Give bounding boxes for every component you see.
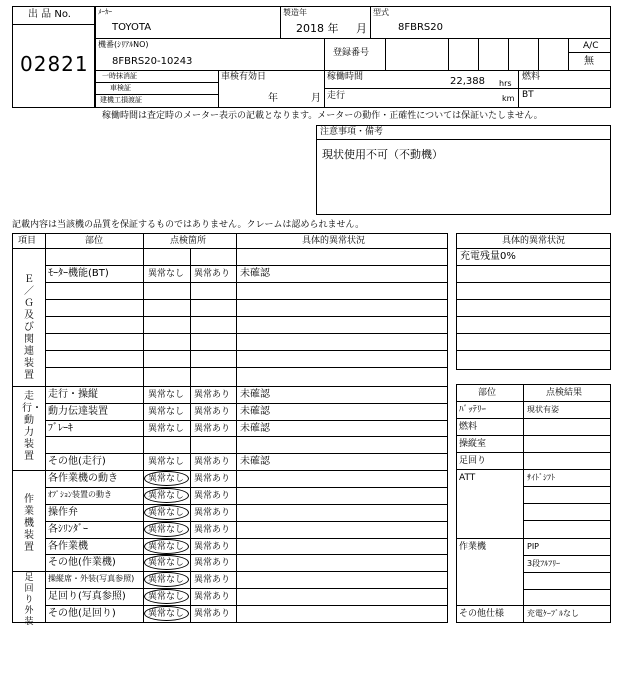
right-part-header: 部位 xyxy=(478,388,497,398)
fuel-value: BT xyxy=(522,90,534,100)
ok-circle-mark xyxy=(144,572,189,587)
quality-disclaimer: 記載内容は当該機の品質を保証するものではありません。クレームは認められません。 xyxy=(12,220,365,230)
row-ng-option: 異常あり xyxy=(194,525,231,535)
row-part-label: その他(作業機) xyxy=(48,557,116,568)
row-part-label: 走行・操縦 xyxy=(48,389,98,400)
row-ng-option: 異常あり xyxy=(194,575,231,585)
row-part-label: 操縦席・外装(写真参照) xyxy=(48,574,135,583)
right-row-result: 現状有姿 xyxy=(527,405,559,414)
km-label: 走行 xyxy=(327,91,346,101)
ok-circle-mark xyxy=(144,555,189,570)
fuel-label: 燃料 xyxy=(522,72,541,82)
ac-label: A/C xyxy=(583,41,599,51)
ac-value: 無 xyxy=(584,56,594,67)
row-ok-option: 異常なし xyxy=(148,424,185,434)
model-label: 型式 xyxy=(373,8,389,17)
row-ng-option: 異常あり xyxy=(194,558,231,568)
right-row-result: PIP xyxy=(527,542,540,551)
row-ok-option: 異常なし xyxy=(148,542,185,552)
inspection-year: 年 xyxy=(268,93,278,104)
row-ok-option: 異常なし xyxy=(148,508,185,518)
row-ng-option: 異常あり xyxy=(194,474,231,484)
row-ok-option: 異常なし xyxy=(148,575,185,585)
km-unit: km xyxy=(502,94,515,103)
right-row-result: 充電ｹｰﾌﾞﾙなし xyxy=(527,609,579,618)
lot-label: 出 品 No. xyxy=(28,9,71,20)
right-result-header: 点検結果 xyxy=(546,388,583,398)
row-ok-option: 異常なし xyxy=(148,457,185,467)
row-status: 未確認 xyxy=(240,423,270,434)
hours-value: 22,388 xyxy=(450,76,485,87)
row-ng-option: 異常あり xyxy=(194,407,231,417)
row-ok-option: 異常なし xyxy=(148,269,185,279)
row-status: 未確認 xyxy=(240,268,270,279)
right-row-part: ﾊﾞｯﾃﾘｰ xyxy=(459,405,487,415)
section-foot: 足回り外装 xyxy=(24,573,34,627)
row-ok-option: 異常なし xyxy=(148,474,185,484)
maker-value: TOYOTA xyxy=(112,22,152,33)
header-check: 点検箇所 xyxy=(170,236,207,246)
row-ng-option: 異常あり xyxy=(194,609,231,619)
section-engine: Ｅ／Ｇ及び関連装置 xyxy=(24,274,34,381)
serial-value: 8FBRS20-10243 xyxy=(112,56,193,67)
row-part-label: 各ｼﾘﾝﾀﾞｰ xyxy=(48,524,88,535)
inspection-month: 月 xyxy=(311,93,321,104)
section-drive: 走行・動力装置 xyxy=(22,391,42,462)
ok-circle-mark xyxy=(144,505,189,520)
year-value: 2018 年 xyxy=(296,22,339,35)
row-part-label: その他(足回り) xyxy=(48,608,116,619)
header-detail: 具体的異常状況 xyxy=(302,236,366,246)
ok-circle-mark xyxy=(144,488,189,503)
maker-label: ﾒｰｶｰ xyxy=(98,8,112,16)
row-ok-option: 異常なし xyxy=(148,525,185,535)
lot-number: 02821 xyxy=(20,52,89,76)
row-ng-option: 異常あり xyxy=(194,457,231,467)
remarks-value: 現状使用不可（不動機） xyxy=(322,148,443,161)
ok-circle-mark xyxy=(144,522,189,537)
inspection-label: 車検有効日 xyxy=(221,72,267,82)
row-part-label: 操作弁 xyxy=(48,507,78,518)
hours-unit: hrs xyxy=(499,79,512,88)
month-label: 月 xyxy=(356,22,367,35)
cert-label-temporary: 一時抹消証 xyxy=(102,72,137,80)
right-row-result: 3段ﾌﾙﾌﾘｰ xyxy=(527,559,561,568)
hours-label: 稼働時間 xyxy=(327,72,364,82)
model-value: 8FBRS20 xyxy=(398,22,443,33)
row-ok-option: 異常なし xyxy=(148,390,185,400)
row-ng-option: 異常あり xyxy=(194,424,231,434)
ok-circle-mark xyxy=(144,589,189,604)
ok-circle-mark xyxy=(144,471,189,486)
right-row-part: 作業機 xyxy=(459,542,487,552)
right-row-part: ATT xyxy=(459,473,476,483)
remarks-label: 注意事項・備考 xyxy=(320,127,384,137)
row-part-label: その他(走行) xyxy=(48,456,106,467)
row-ok-option: 異常なし xyxy=(148,407,185,417)
row-status: 未確認 xyxy=(240,406,270,417)
cert-label-inspection: 車検証 xyxy=(110,84,131,92)
right-row-result: ｻｲﾄﾞｼﾌﾄ xyxy=(527,473,555,482)
row-part-label: ﾓｰﾀｰ機能(BT) xyxy=(48,268,109,279)
registration-label: 登録番号 xyxy=(333,48,370,58)
row-ok-option: 異常なし xyxy=(148,592,185,602)
row-part-label: ｵﾌﾟｼｮﾝ装置の動き xyxy=(48,490,112,499)
ok-circle-mark xyxy=(144,606,189,621)
year-label: 製造年 xyxy=(283,8,307,17)
header-part: 部位 xyxy=(85,236,104,246)
row-ng-option: 異常あり xyxy=(194,269,231,279)
row-part-label: 動力伝達装置 xyxy=(48,406,108,417)
row-ok-option: 異常なし xyxy=(148,491,185,501)
row-ok-option: 異常なし xyxy=(148,609,185,619)
header-item: 項目 xyxy=(18,236,37,246)
row-ng-option: 異常あり xyxy=(194,592,231,602)
serial-label: 機番(ｼﾘｱﾙNO) xyxy=(98,40,149,49)
row-part-label: 各作業機 xyxy=(48,541,88,552)
right-row-part: 操縦室 xyxy=(459,439,487,449)
row-status: 未確認 xyxy=(240,389,270,400)
row-ok-option: 異常なし xyxy=(148,558,185,568)
hours-disclaimer: 稼働時間は査定時のメーター表示の記載となります。メーターの動作・正確性については保証いたしません。 xyxy=(102,111,543,121)
row-status: 未確認 xyxy=(240,456,270,467)
right-row-part: 足回り xyxy=(459,456,487,466)
right-row-part: その他仕様 xyxy=(459,609,505,619)
cert-label-construction: 建機工損渡証 xyxy=(100,96,142,104)
row-ng-option: 異常あり xyxy=(194,491,231,501)
row-ng-option: 異常あり xyxy=(194,508,231,518)
battery-status: 充電残量0% xyxy=(460,251,516,262)
row-ng-option: 異常あり xyxy=(194,390,231,400)
row-part-label: 足回り(写真参照) xyxy=(48,591,126,602)
row-part-label: ﾌﾞﾚｰｷ xyxy=(48,423,73,434)
right-detail-header: 具体的異常状況 xyxy=(502,236,566,246)
row-part-label: 各作業機の動き xyxy=(48,473,118,484)
ok-circle-mark xyxy=(144,539,189,554)
right-row-part: 燃料 xyxy=(459,422,478,432)
section-work: 作業機装置 xyxy=(24,494,34,553)
row-ng-option: 異常あり xyxy=(194,542,231,552)
